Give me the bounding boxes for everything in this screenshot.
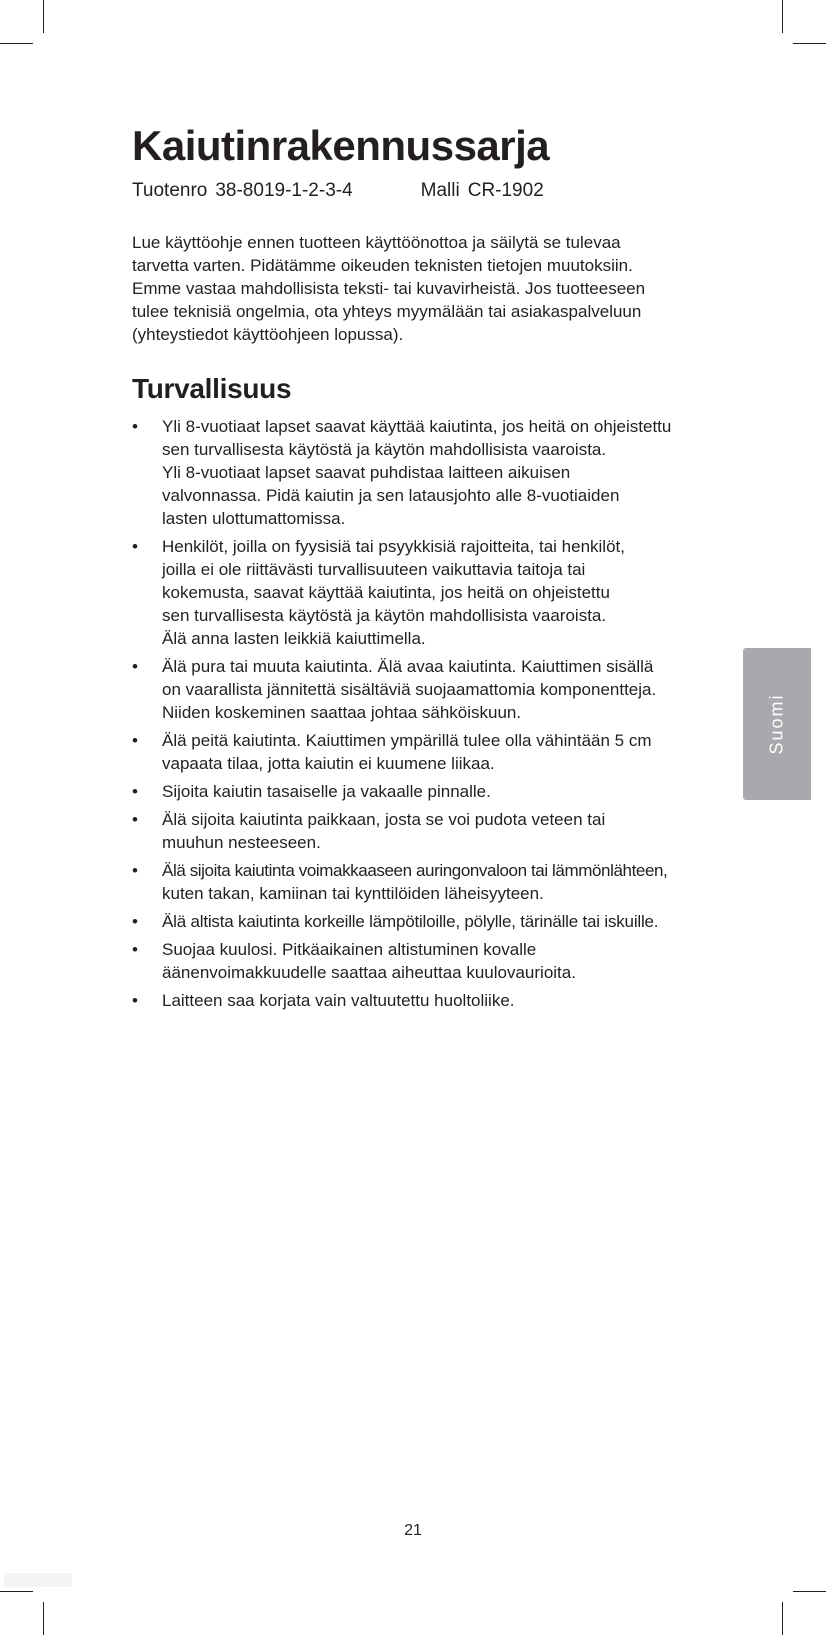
safety-item-line: Älä sijoita kaiutinta paikkaan, josta se voi pudota veteen tai bbox=[162, 810, 606, 829]
safety-item bbox=[132, 780, 702, 803]
bullet-icon: • bbox=[132, 537, 138, 556]
bullet-icon: • bbox=[132, 731, 138, 750]
crop-mark-bottom-right-vertical bbox=[782, 1602, 783, 1635]
safety-item-line: Älä sijoita kaiutinta voimakkaaseen auringonvaloon tai lämmönlähteen, bbox=[162, 861, 668, 880]
safety-item bbox=[132, 938, 702, 984]
safety-heading: Turvallisuus bbox=[132, 373, 292, 404]
crop-mark-top-right-horizontal bbox=[793, 43, 826, 44]
safety-item-line: Älä anna lasten leikkiä kaiuttimella. bbox=[162, 629, 426, 648]
model-group bbox=[421, 178, 544, 204]
product-number-value: 38-8019-1-2-3-4 bbox=[215, 180, 353, 201]
safety-item bbox=[132, 655, 702, 724]
page-title: Kaiutinrakennussarja bbox=[132, 122, 550, 169]
safety-item bbox=[132, 535, 702, 650]
safety-item-line: valvonnassa. Pidä kaiutin ja sen latausjohto alle 8-vuotiaiden bbox=[162, 486, 620, 505]
intro-line: tarvetta varten. Pidätämme oikeuden teknisten tietojen muutoksiin. bbox=[132, 256, 633, 275]
safety-item-line: Henkilöt, joilla on fyysisiä tai psyykkisiä rajoitteita, tai henkilöt, bbox=[162, 537, 625, 556]
safety-list bbox=[132, 415, 702, 1012]
safety-item-line: vapaata tilaa, jotta kaiutin ei kuumene liikaa. bbox=[162, 754, 495, 773]
crop-mark-bottom-left-vertical bbox=[43, 1602, 44, 1635]
safety-item-line: Yli 8-vuotiaat lapset saavat käyttää kaiutinta, jos heitä on ohjeistettu bbox=[162, 417, 672, 436]
safety-item bbox=[132, 910, 702, 933]
safety-item-line: sen turvallisesta käytöstä ja käytön mahdollisista vaaroista. bbox=[162, 606, 607, 625]
safety-item-line: lasten ulottumattomissa. bbox=[162, 509, 346, 528]
safety-item-line: kuten takan, kamiinan tai kynttilöiden läheisyyteen. bbox=[162, 884, 544, 903]
bullet-icon: • bbox=[132, 782, 138, 801]
safety-item-line: muuhun nesteeseen. bbox=[162, 833, 321, 852]
language-tab bbox=[743, 648, 811, 800]
model-value: CR-1902 bbox=[467, 180, 544, 201]
bullet-icon: • bbox=[132, 810, 138, 829]
product-meta bbox=[132, 178, 702, 204]
crop-mark-bottom-left-horizontal bbox=[0, 1591, 33, 1592]
product-number-group bbox=[132, 178, 353, 204]
bullet-icon: • bbox=[132, 417, 138, 436]
model-label: Malli bbox=[420, 180, 460, 201]
safety-item-line: Älä altista kaiutinta korkeille lämpötiloille, pölylle, tärinälle tai iskuille. bbox=[162, 912, 659, 931]
safety-item-line: Suojaa kuulosi. Pitkäaikainen altistuminen kovalle bbox=[162, 940, 537, 959]
safety-item-line: sen turvallisesta käytöstä ja käytön mahdollisista vaaroista. bbox=[162, 440, 607, 459]
safety-item-line: Älä pura tai muuta kaiutinta. Älä avaa kaiutinta. Kaiuttimen sisällä bbox=[162, 657, 654, 676]
language-tab-label: Suomi bbox=[766, 693, 787, 755]
safety-item-line: on vaarallista jännitettä sisältäviä suojaamattomia komponentteja. bbox=[162, 680, 657, 699]
safety-item bbox=[132, 989, 702, 1012]
page-content bbox=[132, 120, 702, 1017]
intro-paragraph bbox=[132, 231, 692, 346]
page-number: 21 bbox=[404, 1522, 422, 1539]
intro-line: (yhteystiedot käyttöohjeen lopussa). bbox=[132, 325, 404, 344]
safety-item bbox=[132, 729, 702, 775]
crop-mark-top-left-horizontal bbox=[0, 43, 33, 44]
safety-item-line: Niiden koskeminen saattaa johtaa sähköiskuun. bbox=[162, 703, 522, 722]
safety-item-line: joilla ei ole riittävästi turvallisuuteen vaikuttavia taitoja tai bbox=[162, 560, 586, 579]
safety-item bbox=[132, 859, 702, 905]
safety-item bbox=[132, 415, 702, 530]
safety-item-line: Älä peitä kaiutinta. Kaiuttimen ympärillä tulee olla vähintään 5 cm bbox=[162, 731, 652, 750]
intro-line: Lue käyttöohje ennen tuotteen käyttöönottoa ja säilytä se tulevaa bbox=[132, 233, 621, 252]
safety-item-line: kokemusta, saavat käyttää kaiutinta, jos heitä on ohjeistettu bbox=[162, 583, 610, 602]
bullet-icon: • bbox=[132, 940, 138, 959]
crop-mark-top-left-vertical bbox=[43, 0, 44, 33]
safety-item-line: Laitteen saa korjata vain valtuutettu huoltoliike. bbox=[162, 991, 515, 1010]
crop-mark-bottom-right-horizontal bbox=[793, 1591, 826, 1592]
intro-line: Emme vastaa mahdollisista teksti- tai kuvavirheistä. Jos tuotteeseen bbox=[132, 279, 646, 298]
safety-item bbox=[132, 808, 702, 854]
scan-artifact bbox=[4, 1573, 72, 1587]
safety-item-line: Yli 8-vuotiaat lapset saavat puhdistaa laitteen aikuisen bbox=[162, 463, 571, 482]
safety-item-line: Sijoita kaiutin tasaiselle ja vakaalle pinnalle. bbox=[162, 782, 491, 801]
intro-line: tulee teknisiä ongelmia, ota yhteys myymälään tai asiakaspalveluun bbox=[132, 302, 642, 321]
bullet-icon: • bbox=[132, 912, 138, 931]
bullet-icon: • bbox=[132, 657, 138, 676]
safety-item-line: äänenvoimakkuudelle saattaa aiheuttaa kuulovaurioita. bbox=[162, 963, 576, 982]
product-number-label: Tuotenro bbox=[132, 180, 208, 201]
crop-mark-top-right-vertical bbox=[782, 0, 783, 33]
bullet-icon: • bbox=[132, 991, 138, 1010]
bullet-icon: • bbox=[132, 861, 138, 880]
